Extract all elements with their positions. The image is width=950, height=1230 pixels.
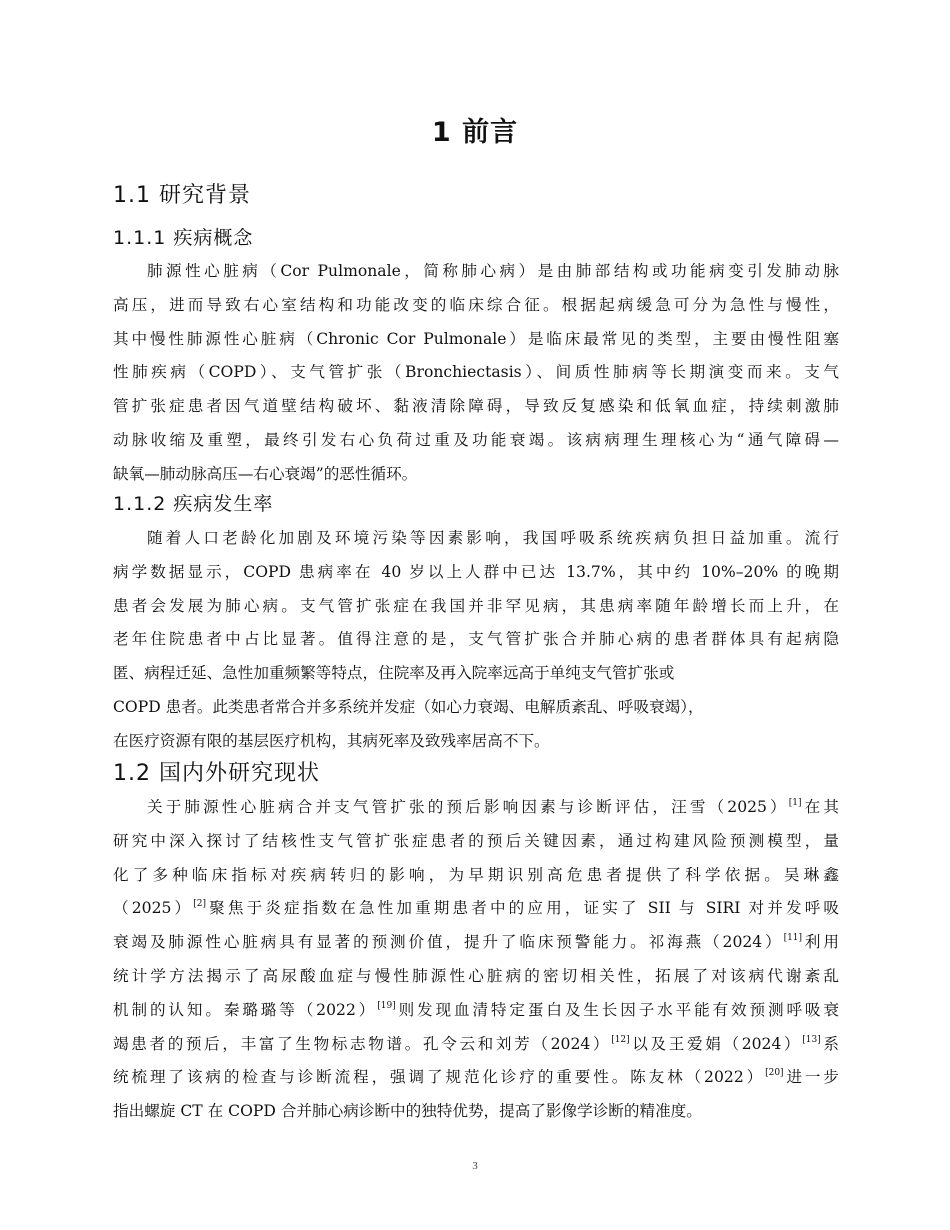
text-line: 病学数据显示，COPD 患病率在 40 岁以上人群中已达 13.7%，其中约 10%–20% 的晚期: [113, 562, 839, 581]
text-line: 研究中深入探讨了结核性支气管扩张症患者的预后关键因素，通过构建风险预测模型，量: [113, 831, 839, 850]
citation: [19]: [377, 1000, 396, 1011]
citation: [20]: [765, 1068, 784, 1079]
text-line: 其中慢性肺源性心脏病（Chronic Cor Pulmonale）是临床最常见的类型，主要由慢性阻塞: [113, 329, 839, 348]
text-line: 指出螺旋 CT 在 COPD 合并肺心病诊断中的独特优势，提高了影像学诊断的精准度。: [113, 1102, 702, 1121]
text-line: 肺源性心脏病（Cor Pulmonale，简称肺心病）是由肺部结构或功能病变引发肺动脉: [147, 262, 839, 280]
text-line: 随着人口老龄化加剧及环境污染等因素影响，我国呼吸系统疾病负担日益加重。流行: [147, 529, 839, 547]
paragraph-incidence: [113, 522, 839, 759]
text-line: 缺氧—肺动脉高压—右心衰竭”的恶性循环。: [113, 464, 418, 483]
text-line: 老年住院患者中占比显著。值得注意的是，支气管扩张合并肺心病的患者群体具有起病隐: [113, 630, 839, 649]
text-line: 性肺疾病（COPD）、支气管扩张（Bronchiectasis）、间质性肺病等长期演变而来。支气: [113, 363, 839, 382]
text-line: 匿、病程迁延、急性加重频繁等特点，住院率及再入院率远高于单纯支气管扩张或: [113, 664, 675, 683]
citation: [1]: [788, 798, 802, 808]
text-line: 在医疗资源有限的基层医疗机构，其病死率及致残率居高不下。: [113, 731, 550, 750]
section-1-2-heading: 1.2 国内外研究现状: [113, 761, 320, 786]
text-line: 动脉收缩及重塑，最终引发右心负荷过重及功能衰竭。该病病理生理核心为“通气障碍—: [113, 430, 839, 449]
citation: [13]: [802, 1034, 821, 1045]
text-line: 高压，进而导致右心室结构和功能改变的临床综合征。根据起病缓急可分为急性与慢性，: [113, 295, 839, 314]
section-1-1-heading: 1.1 研究背景: [113, 183, 251, 208]
chapter-title: 1 前言: [431, 117, 519, 148]
citation: [11]: [783, 933, 803, 944]
text-line: 竭患者的预后，丰富了生物标志物谱。孔令云和刘芳（2024）[12]以及王爱娟（2024）[13]系: [113, 1034, 839, 1053]
text-line: 管扩张症患者因气道壁结构破坏、黏液清除障碍，导致反复感染和低氧血症，持续刺激肺: [113, 397, 839, 416]
text-line: 患者会发展为肺心病。支气管扩张症在我国并非罕见病，其患病率随年龄增长而上升，在: [113, 596, 839, 615]
text-line: 衰竭及肺源性心脏病具有显著的预测价值，提升了临床预警能力。祁海燕（2024）[11]利用: [113, 933, 839, 952]
page-number: 3: [472, 1160, 478, 1172]
text-line: 化了多种临床指标对疾病转归的影响，为早期识别高危患者提供了科学依据。吴琳鑫: [113, 865, 839, 884]
text-line: COPD 患者。此类患者常合并多系统并发症（如心力衰竭、电解质紊乱、呼吸衰竭），: [113, 697, 704, 716]
paragraph-research-status: [113, 791, 839, 1129]
text-line: 机制的认知。秦璐璐等（2022）[19]则发现血清特定蛋白及生长因子水平能有效预测呼吸衰: [113, 1000, 839, 1019]
subsection-1-1-2-heading: 1.1.2 疾病发生率: [113, 493, 274, 515]
citation: [12]: [611, 1034, 630, 1045]
text-line: 关于肺源性心脏病合并支气管扩张的预后影响因素与诊断评估，汪雪（2025）[1]在其: [147, 798, 839, 816]
text-line: 统梳理了该病的检查与诊断流程，强调了规范化诊疗的重要性。陈友林（2022）[20]进一步: [113, 1068, 839, 1087]
paragraph-disease-concept: [113, 255, 839, 492]
text-line: 统计学方法揭示了高尿酸血症与慢性肺源性心脏病的密切相关性，拓展了对该病代谢紊乱: [113, 966, 839, 985]
subsection-1-1-1-heading: 1.1.1 疾病概念: [113, 227, 254, 249]
text-line: （2025）[2]聚焦于炎症指数在急性加重期患者中的应用，证实了 SII 与 SIRI 对并发呼吸: [113, 899, 840, 918]
citation: [2]: [193, 899, 207, 910]
